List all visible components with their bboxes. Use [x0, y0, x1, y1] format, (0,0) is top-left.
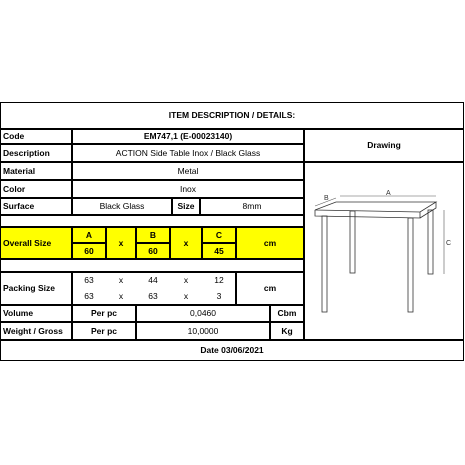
weight-label: Weight / Gross [0, 322, 72, 340]
packing-r1-a: 63 [84, 275, 94, 286]
leg-front-right [408, 218, 413, 312]
packing-r2-sep2: x [183, 291, 189, 302]
overall-sep-2: x [170, 227, 202, 259]
packing-size-label: Packing Size [0, 272, 72, 305]
packing-r2-c: 3 [216, 291, 222, 302]
volume-label: Volume [0, 305, 72, 322]
weight-per: Per pc [72, 322, 136, 340]
color-label: Color [0, 180, 72, 198]
packing-r1-c: 12 [214, 275, 224, 286]
code-label: Code [0, 129, 72, 144]
table-top [315, 202, 436, 212]
overall-size-label: Overall Size [0, 227, 72, 259]
overall-value-a: 60 [72, 243, 106, 259]
overall-unit: cm [236, 227, 304, 259]
overall-header-a: A [72, 227, 106, 243]
overall-header-c: C [202, 227, 236, 243]
size-value: 8mm [200, 198, 304, 215]
volume-unit: Cbm [270, 305, 304, 322]
dim-label-c: C [446, 240, 452, 247]
leg-front-left [322, 216, 327, 312]
description-label: Description [0, 144, 72, 162]
drawing-label: Drawing [304, 129, 464, 162]
weight-unit: Kg [270, 322, 304, 340]
surface-value: Black Glass [72, 198, 172, 215]
dim-label-a: A [386, 190, 391, 197]
sheet-title: ITEM DESCRIPTION / DETAILS: [0, 102, 464, 129]
overall-sep-1: x [106, 227, 136, 259]
material-label: Material [0, 162, 72, 180]
spacer-row [0, 215, 304, 227]
size-label: Size [172, 198, 200, 215]
volume-value: 0,0460 [136, 305, 270, 322]
packing-r2-b: 63 [148, 291, 158, 302]
overall-header-b: B [136, 227, 170, 243]
packing-r2-sep1: x [118, 291, 124, 302]
footer-date: Date 03/06/2021 [0, 340, 464, 361]
overall-value-b: 60 [136, 243, 170, 259]
table-drawing [310, 190, 460, 320]
description-value: ACTION Side Table Inox / Black Glass [72, 144, 304, 162]
dimension-lines [315, 196, 444, 274]
packing-r1-sep1: x [118, 275, 124, 286]
dim-label-b: B [324, 195, 329, 202]
overall-value-c: 45 [202, 243, 236, 259]
spacer-row [0, 259, 304, 272]
weight-value: 10,0000 [136, 322, 270, 340]
color-value: Inox [72, 180, 304, 198]
packing-r1-sep2: x [183, 275, 189, 286]
packing-unit: cm [236, 272, 304, 305]
packing-r1-b: 44 [148, 275, 158, 286]
leg-back-right [428, 210, 433, 274]
leg-back-left [350, 211, 355, 273]
code-value: EM747,1 (E-00023140) [72, 129, 304, 144]
packing-r2-a: 63 [84, 291, 94, 302]
material-value: Metal [72, 162, 304, 180]
surface-label: Surface [0, 198, 72, 215]
table-outline [315, 202, 436, 312]
volume-per: Per pc [72, 305, 136, 322]
